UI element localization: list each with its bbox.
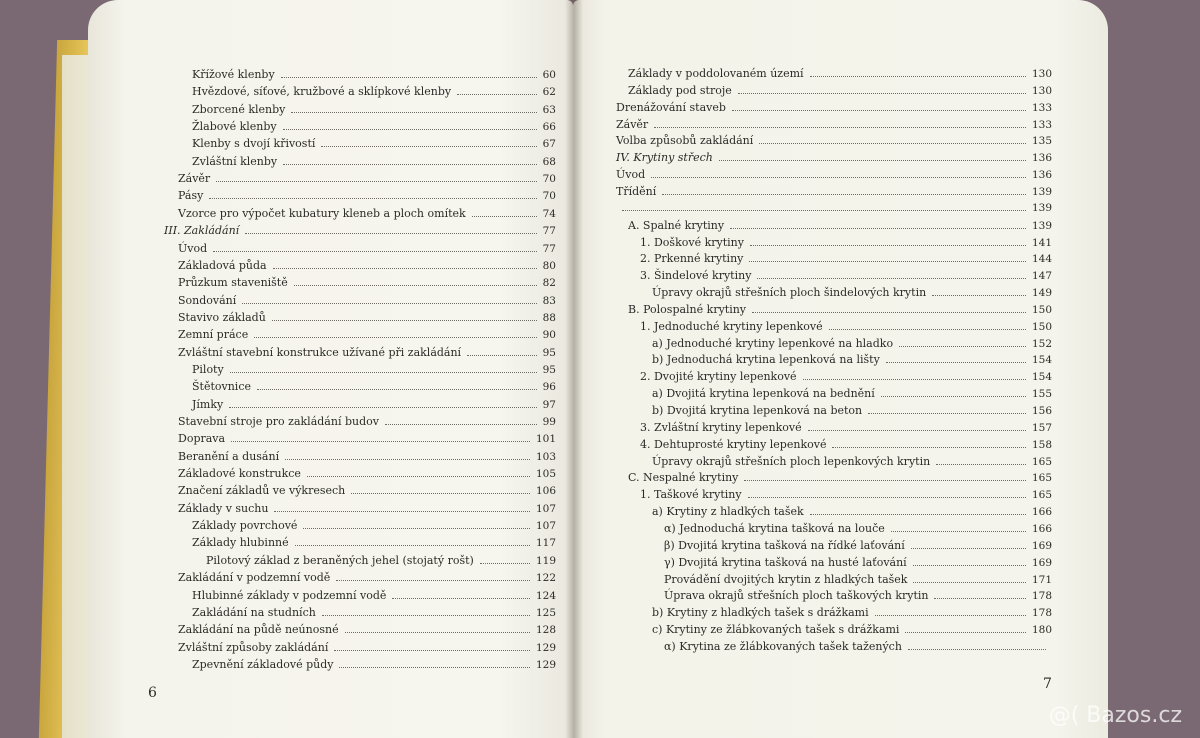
toc-entry-title: Základy povrchové — [192, 519, 298, 533]
toc-entry-page: 144 — [1031, 253, 1052, 266]
toc-leader-dots — [336, 580, 530, 581]
toc-leader-dots — [719, 160, 1026, 161]
toc-entry-title: Závěr — [178, 172, 211, 186]
toc-entry-page: 95 — [542, 346, 556, 359]
toc-entry-page: 136 — [1031, 152, 1052, 165]
toc-entry-page: 152 — [1031, 337, 1052, 350]
toc-entry-title: a) Krytiny z hladkých tašek — [652, 505, 804, 519]
toc-entry — [640, 370, 1052, 383]
toc-leader-dots — [829, 329, 1026, 330]
toc-entry — [178, 641, 556, 654]
toc-leader-dots — [351, 493, 530, 494]
toc-leader-dots — [881, 396, 1026, 397]
toc-leader-dots — [334, 650, 530, 651]
toc-entry — [192, 398, 556, 411]
toc-entry-title: 1. Taškové krytiny — [640, 488, 742, 502]
toc-entry-title: Základová půda — [178, 258, 267, 272]
toc-leader-dots — [810, 514, 1026, 515]
toc-entry-title: Úvod — [616, 168, 646, 182]
toc-entry — [640, 269, 1052, 282]
toc-leader-dots — [274, 511, 529, 512]
toc-leader-dots — [752, 312, 1026, 313]
toc-entry-title: Piloty — [192, 362, 224, 376]
toc-leader-dots — [913, 565, 1026, 566]
toc-leader-dots — [283, 164, 536, 165]
right-page-number: 7 — [1043, 676, 1052, 692]
toc-entry-page: 139 — [1031, 219, 1052, 232]
toc-entry-title: 4. Dehtuprosté krytiny lepenkové — [640, 437, 827, 451]
toc-entry — [178, 467, 556, 480]
toc-entry-title: 3. Šindelové krytiny — [640, 269, 752, 283]
toc-entry-page: 178 — [1031, 590, 1052, 603]
toc-entry-page: 70 — [542, 190, 556, 203]
toc-entry-title: Zakládání v podzemní vodě — [178, 571, 331, 585]
toc-entry-page: 82 — [542, 277, 556, 290]
toc-entry-page: 139 — [1031, 185, 1052, 198]
toc-leader-dots — [257, 389, 537, 390]
toc-entry — [178, 623, 556, 636]
toc-entry-page: 166 — [1031, 522, 1052, 535]
toc-entry-page: 178 — [1031, 607, 1052, 620]
toc-entry-page: 133 — [1031, 101, 1052, 114]
toc-entry-title: Úpravy okrajů střešních ploch šindelových krytin — [652, 286, 927, 300]
toc-leader-dots — [272, 320, 537, 321]
toc-entry — [164, 224, 556, 237]
toc-entry-page: 99 — [542, 416, 556, 428]
toc-entry-page: 77 — [542, 242, 556, 255]
left-page-number: 6 — [148, 685, 157, 701]
toc-entry-title: Značení základů ve výkresech — [178, 484, 346, 498]
toc-entry-title: Základy v poddolovaném území — [628, 67, 804, 80]
toc-entry-title: 1. Doškové krytiny — [640, 235, 744, 249]
toc-entry-title: Stavivo základů — [178, 310, 266, 324]
toc-leader-dots — [749, 261, 1026, 262]
toc-leader-dots — [808, 430, 1026, 431]
toc-leader-dots — [875, 615, 1026, 616]
toc-entry-page: 62 — [542, 86, 556, 99]
toc-entry-title: Základy hlubinné — [192, 536, 289, 550]
toc-entry-title: b) Jednoduchá krytina lepenková na lišty — [652, 353, 880, 367]
toc-entry-title: a) Jednoduché krytiny lepenkové na hladko — [652, 336, 894, 350]
toc-entry-title: Zakládání na půdě neúnosné — [178, 623, 339, 637]
toc-entry-page: 157 — [1031, 421, 1052, 434]
toc-entry-title: γ) Dvojitá krytina tašková na husté laťování — [664, 555, 907, 569]
toc-entry-page: 139 — [1031, 201, 1052, 214]
toc-entry — [178, 242, 556, 255]
toc-entry-page: 107 — [535, 502, 556, 515]
toc-entry-page: 97 — [542, 398, 556, 411]
toc-entry-title: Pilotový základ z beraněných jehel (stojatý rošt) — [206, 553, 474, 567]
toc-leader-dots — [321, 146, 536, 147]
toc-entry — [664, 539, 1052, 552]
toc-entry — [640, 252, 1052, 265]
toc-entry — [178, 189, 556, 202]
toc-leader-dots — [291, 112, 536, 113]
toc-entry-title: α) Jednoduchá krytina tašková na louče — [664, 521, 885, 535]
toc-leader-dots — [294, 285, 537, 286]
toc-entry-title: Úvod — [178, 241, 208, 255]
toc-entry-title: 2. Dvojité krytiny lepenkové — [640, 370, 797, 384]
toc-leader-dots — [932, 295, 1026, 296]
toc-entry-page: 154 — [1031, 354, 1052, 367]
toc-entry-title: 1. Jednoduché krytiny lepenkové — [640, 319, 823, 333]
toc-entry-title: Zvláštní stavební konstrukce užívané při zakládání — [178, 345, 462, 359]
toc-leader-dots — [899, 346, 1026, 347]
toc-entry — [640, 488, 1052, 501]
toc-entry — [652, 606, 1052, 619]
toc-entry-title: Hvězdové, síťové, kružbové a sklípkové klenby — [192, 85, 452, 99]
toc-leader-dots — [868, 413, 1026, 414]
toc-entry — [178, 346, 556, 359]
toc-entry-title: B. Polospalné krytiny — [628, 302, 747, 316]
toc-entry-page: 60 — [542, 69, 556, 81]
toc-entry — [640, 320, 1052, 333]
toc-entry-page: 135 — [1031, 135, 1052, 148]
toc-entry-page: 66 — [542, 121, 556, 134]
toc-leader-dots — [213, 251, 536, 252]
toc-entry-title: Sondování — [178, 293, 237, 307]
toc-leader-dots — [886, 362, 1026, 363]
toc-entry-title: Zakládání na studních — [192, 605, 316, 619]
toc-entry-title: A. Spalné krytiny — [628, 218, 725, 232]
toc-leader-dots — [295, 545, 530, 546]
toc-entry-title: α) Krytina ze žlábkovaných tašek tažených — [664, 639, 902, 653]
toc-entry-title: Třídění — [616, 184, 657, 198]
toc-entry — [192, 103, 556, 116]
toc-entry-title: Úpravy okrajů střešních ploch lepenkových krytin — [652, 454, 931, 468]
toc-leader-dots — [231, 441, 530, 442]
toc-entry-page: 95 — [542, 363, 556, 376]
toc-leader-dots — [832, 447, 1026, 448]
toc-entry-page: 156 — [1031, 405, 1052, 417]
toc-entry-page: 129 — [535, 658, 556, 671]
toc-entry-page: 158 — [1031, 438, 1052, 451]
toc-entry-page: 136 — [1031, 169, 1052, 182]
toc-entry — [628, 219, 1052, 232]
toc-leader-dots — [229, 407, 536, 408]
toc-entry — [664, 556, 1052, 569]
toc-entry-page: 150 — [1031, 303, 1052, 316]
toc-entry-title: III. Zakládání — [164, 224, 240, 238]
toc-entry-page: 90 — [542, 329, 556, 342]
toc-leader-dots — [759, 143, 1026, 144]
toc-entry-page: 125 — [535, 606, 556, 619]
toc-entry — [640, 236, 1052, 249]
toc-entry-page: 68 — [542, 155, 556, 168]
toc-entry-title: Drenážování staveb — [616, 100, 726, 114]
toc-entry — [616, 101, 1052, 114]
toc-leader-dots — [891, 531, 1026, 532]
toc-leader-dots — [339, 667, 529, 668]
toc-leader-dots — [303, 528, 530, 529]
toc-entry-page: 83 — [542, 294, 556, 307]
toc-entry-title: β) Dvojitá krytina tašková na řídké laťování — [664, 538, 905, 552]
toc-entry — [616, 151, 1052, 164]
toc-entry-title: Štětovnice — [192, 380, 251, 394]
toc-entry-title: Základy v suchu — [178, 501, 269, 515]
toc-entry — [178, 484, 556, 497]
toc-leader-dots — [908, 649, 1046, 650]
toc-entry — [616, 185, 1052, 198]
toc-entry — [616, 118, 1052, 131]
toc-entry-page: 154 — [1031, 371, 1052, 384]
toc-entry-title: Křížové klenby — [192, 68, 275, 81]
toc-entry-title: Zborcené klenby — [192, 102, 286, 116]
toc-entry — [192, 606, 556, 619]
toc-entry-page: 133 — [1031, 118, 1052, 131]
toc-entry — [652, 387, 1052, 400]
toc-leader-dots — [622, 210, 1026, 211]
toc-entry-page: 130 — [1031, 84, 1052, 97]
toc-entry-title: 3. Zvláštní krytiny lepenkové — [640, 420, 802, 434]
toc-entry — [178, 432, 556, 445]
toc-leader-dots — [732, 110, 1026, 111]
toc-leader-dots — [803, 379, 1026, 380]
toc-entry-page: 130 — [1031, 68, 1052, 80]
toc-entry-page: 103 — [535, 450, 556, 463]
toc-entry-title: Úprava okrajů střešních ploch taškových krytin — [664, 589, 929, 603]
toc-entry-title: Průzkum staveniště — [178, 276, 288, 290]
toc-entry — [192, 589, 556, 602]
toc-entry — [652, 353, 1052, 366]
toc-leader-dots — [273, 268, 537, 269]
toc-entry-title: Zvláštní klenby — [192, 154, 278, 168]
toc-entry — [628, 471, 1052, 484]
toc-leader-dots — [810, 76, 1026, 77]
toc-leader-dots — [283, 129, 537, 130]
toc-entry — [640, 421, 1052, 434]
toc-entry-title: Klenby s dvojí křivostí — [192, 137, 316, 151]
toc-leader-dots — [385, 424, 537, 425]
toc-entry-page: 107 — [535, 520, 556, 533]
toc-entry-title: Beranění a dusání — [178, 449, 280, 463]
toc-entry-page: 106 — [535, 485, 556, 498]
toc-entry — [178, 259, 556, 272]
toc-entry — [178, 502, 556, 515]
toc-entry — [652, 623, 1052, 636]
toc-leader-dots — [467, 355, 537, 356]
toc-entry-title: Vzorce pro výpočet kubatury kleneb a ploch omítek — [178, 206, 466, 220]
toc-entry — [616, 134, 1052, 147]
toc-leader-dots — [392, 598, 530, 599]
toc-leader-dots — [457, 94, 537, 95]
toc-leader-dots — [472, 216, 537, 217]
toc-entry-title: Základové konstrukce — [178, 467, 301, 481]
toc-entry-title: C. Nespalné krytiny — [628, 471, 739, 485]
toc-entry-title: b) Krytiny z hladkých tašek s drážkami — [652, 606, 869, 620]
toc-leader-dots — [209, 198, 536, 199]
toc-leader-dots — [934, 598, 1025, 599]
toc-entry — [192, 137, 556, 150]
toc-entry-title: 2. Prkenné krytiny — [640, 252, 744, 266]
toc-entry — [616, 202, 1052, 214]
toc-entry — [192, 519, 556, 532]
toc-leader-dots — [913, 582, 1025, 583]
toc-leader-dots — [307, 476, 530, 477]
toc-leader-dots — [254, 337, 536, 338]
toc-entry — [192, 85, 556, 98]
toc-entry — [664, 589, 1052, 602]
toc-leader-dots — [651, 177, 1026, 178]
toc-leader-dots — [242, 303, 536, 304]
toc-entry-page: 150 — [1031, 320, 1052, 333]
toc-entry-page: 80 — [542, 259, 556, 272]
toc-entry-page: 129 — [535, 641, 556, 654]
toc-entry — [178, 276, 556, 289]
toc-entry — [628, 303, 1052, 316]
toc-leader-dots — [281, 77, 537, 78]
toc-entry-title: Jímky — [192, 397, 224, 411]
toc-entry — [192, 363, 556, 376]
toc-leader-dots — [285, 459, 530, 460]
watermark-logo: @( Bazos.cz — [1048, 703, 1182, 728]
toc-entry — [178, 207, 556, 220]
toc-entry-page: 180 — [1031, 624, 1052, 637]
toc-entry — [192, 155, 556, 168]
toc-entry — [192, 536, 556, 549]
toc-leader-dots — [245, 233, 536, 234]
toc-entry-page: 63 — [542, 103, 556, 116]
toc-entry-title: IV. Krytiny střech — [616, 151, 713, 165]
toc-entry-page: 165 — [1031, 489, 1052, 502]
toc-entry-title: Hlubinné základy v podzemní vodě — [192, 588, 387, 602]
toc-leader-dots — [738, 93, 1026, 94]
toc-entry — [192, 120, 556, 133]
toc-entry-page: 141 — [1031, 236, 1052, 249]
toc-entry-page: 105 — [535, 468, 556, 481]
toc-entry-page: 147 — [1031, 270, 1052, 283]
toc-entry-page: 149 — [1031, 287, 1052, 300]
toc-entry-page: 67 — [542, 138, 556, 151]
toc-entry — [628, 84, 1052, 97]
toc-entry — [192, 68, 556, 81]
toc-entry — [178, 311, 556, 324]
toc-entry-page: 74 — [542, 207, 556, 220]
toc-entry-title: b) Dvojitá krytina lepenková na beton — [652, 404, 863, 417]
toc-entry-page: 128 — [535, 624, 556, 637]
toc-entry — [664, 522, 1052, 535]
toc-entry-page: 101 — [535, 433, 556, 446]
toc-entry-page: 117 — [535, 537, 556, 550]
toc-entry — [178, 294, 556, 307]
toc-leader-dots — [654, 127, 1026, 128]
toc-entry-title: Závěr — [616, 117, 649, 131]
toc-entry-title: Základy pod stroje — [628, 83, 732, 97]
toc-leader-dots — [480, 563, 530, 564]
toc-entry — [178, 571, 556, 584]
toc-leader-dots — [322, 615, 530, 616]
toc-leader-dots — [230, 372, 537, 373]
toc-entry — [178, 415, 556, 428]
toc-entry-page: 77 — [542, 225, 556, 238]
toc-entry-page: 122 — [535, 572, 556, 585]
toc-entry-page: 70 — [542, 173, 556, 186]
toc-leader-dots — [662, 194, 1026, 195]
toc-entry — [652, 286, 1052, 299]
toc-entry-title: Volba způsobů zakládání — [616, 134, 754, 148]
toc-entry — [178, 450, 556, 463]
toc-entry-page: 96 — [542, 381, 556, 394]
toc-entry — [192, 658, 556, 671]
toc-entry-page: 171 — [1031, 573, 1052, 586]
toc-leader-dots — [216, 181, 536, 182]
toc-leader-dots — [345, 632, 530, 633]
toc-entry — [178, 328, 556, 341]
toc-entry-page: 155 — [1031, 388, 1052, 401]
toc-leader-dots — [911, 548, 1026, 549]
toc-entry — [664, 640, 1052, 653]
toc-entry-title: Zpevnění základové půdy — [192, 657, 334, 671]
toc-leader-dots — [936, 464, 1026, 465]
toc-entry-page: 165 — [1031, 455, 1052, 468]
toc-entry-title: Pásy — [178, 189, 204, 203]
toc-entry-page: 119 — [535, 554, 556, 567]
toc-entry-page: 169 — [1031, 539, 1052, 552]
toc-leader-dots — [748, 497, 1026, 498]
toc-entry — [628, 67, 1052, 80]
toc-entry-title: Zemní práce — [178, 328, 249, 342]
toc-entry — [652, 455, 1052, 468]
toc-entry — [616, 168, 1052, 181]
toc-leader-dots — [750, 245, 1026, 246]
toc-entry-page: 165 — [1031, 472, 1052, 485]
toc-entry — [652, 337, 1052, 350]
toc-entry-title: Doprava — [178, 432, 226, 446]
toc-entry — [664, 573, 1052, 586]
toc-leader-dots — [730, 228, 1026, 229]
toc-entry — [206, 554, 556, 567]
toc-entry — [640, 438, 1052, 451]
toc-entry — [192, 380, 556, 393]
toc-entry — [652, 404, 1052, 417]
toc-entry-page: 169 — [1031, 556, 1052, 569]
toc-entry-page: 124 — [535, 589, 556, 602]
toc-entry-title: Stavební stroje pro zakládání budov — [178, 415, 379, 428]
toc-leader-dots — [905, 632, 1026, 633]
toc-entry-page: 166 — [1031, 506, 1052, 519]
toc-entry-title: a) Dvojitá krytina lepenková na bednění — [652, 387, 875, 401]
toc-entry-title: Žlabové klenby — [192, 120, 277, 134]
toc-entry-title: c) Krytiny ze žlábkovaných tašek s drážkami — [652, 623, 900, 637]
toc-entry — [178, 172, 556, 185]
toc-entry-title: Zvláštní způsoby zakládání — [178, 640, 329, 654]
toc-leader-dots — [757, 278, 1026, 279]
toc-entry — [652, 505, 1052, 518]
toc-entry-title: Provádění dvojitých krytin z hladkých tašek — [664, 572, 908, 586]
book-gutter — [565, 0, 583, 738]
toc-leader-dots — [744, 480, 1026, 481]
toc-entry-page: 88 — [542, 311, 556, 324]
